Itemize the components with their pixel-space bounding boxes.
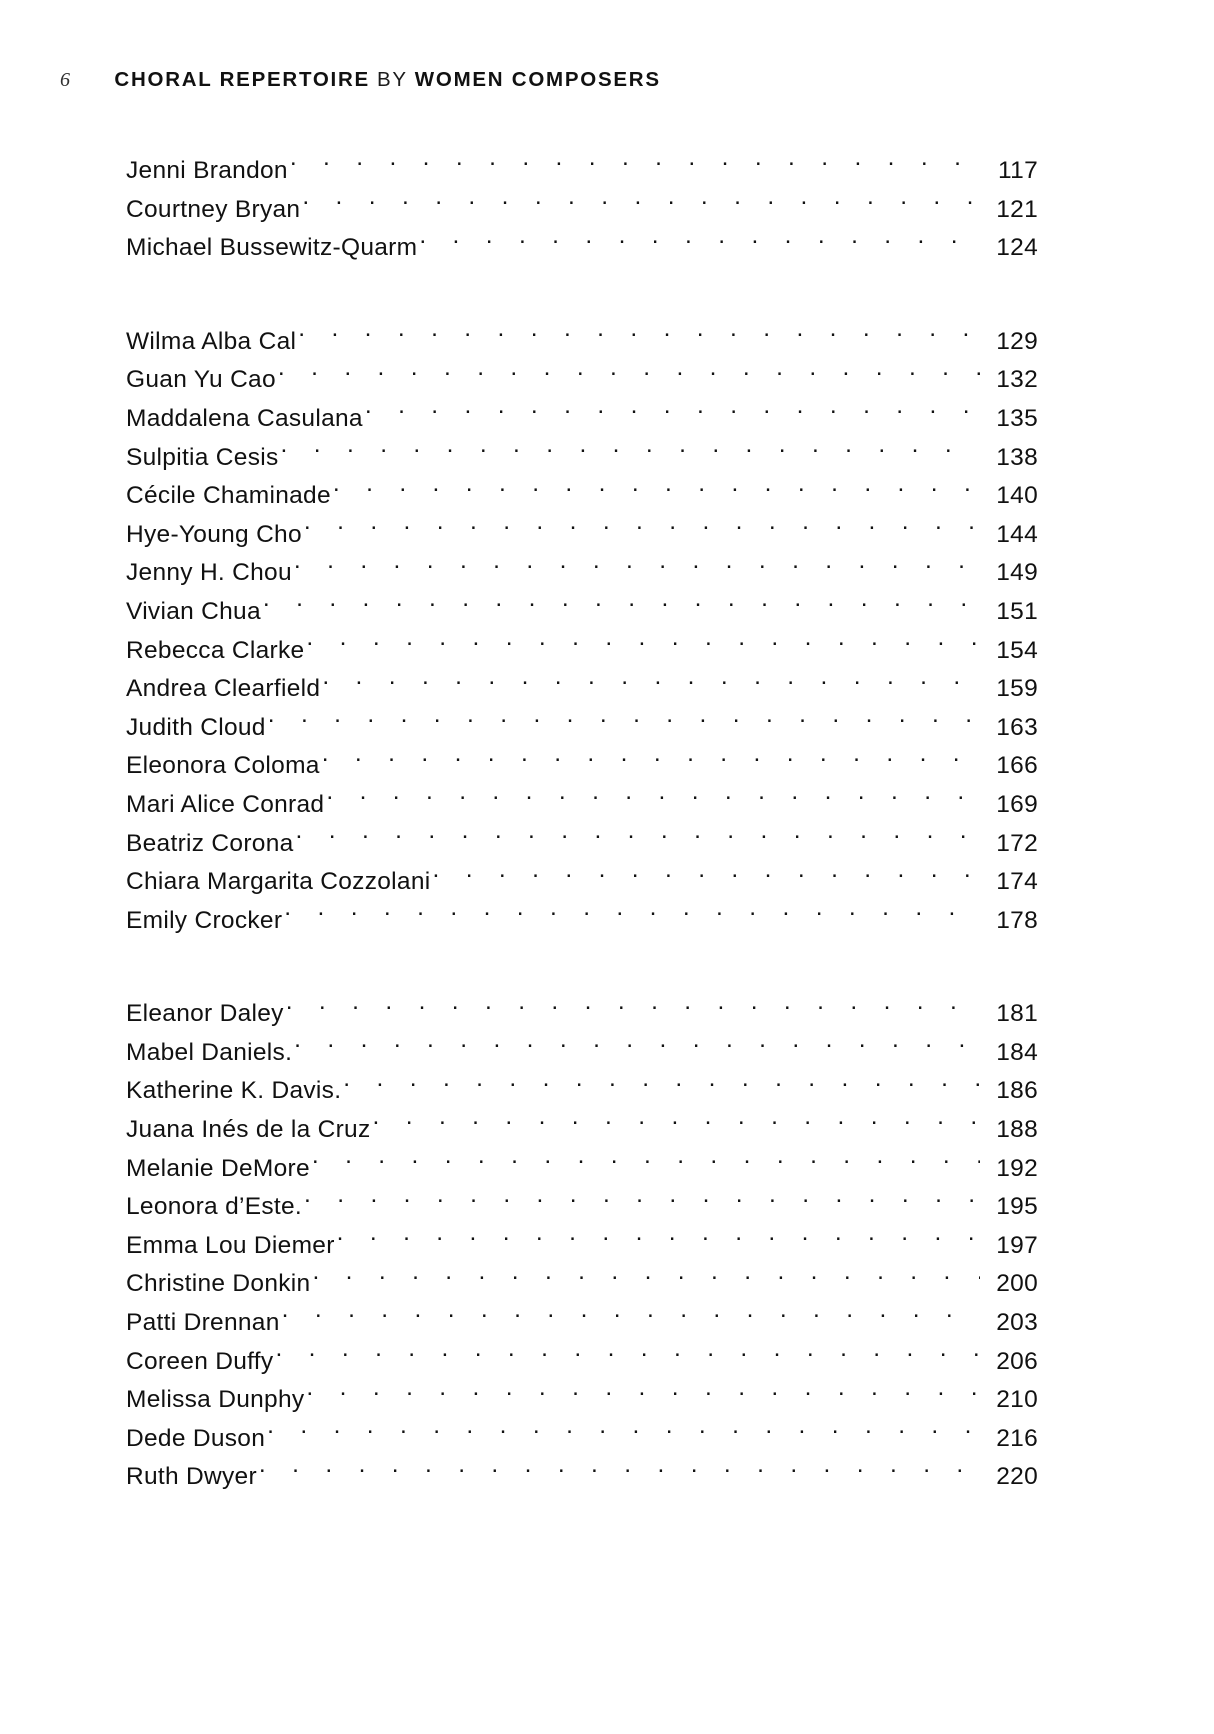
- toc-entry-page-number: 138: [996, 443, 1038, 471]
- toc-dot-leader: [419, 239, 980, 255]
- toc-dot-leader: [263, 603, 980, 619]
- toc-entry[interactable]: [126, 825, 1038, 864]
- toc-dot-leader: [290, 162, 980, 178]
- toc-entry[interactable]: [126, 191, 1038, 230]
- toc-dot-leader: [373, 1121, 980, 1137]
- toc-entry-name: Wilma Alba Cal: [126, 327, 297, 355]
- toc-entry-page-number: 174: [996, 868, 1038, 896]
- toc-dot-leader: [343, 1082, 980, 1098]
- toc-entry[interactable]: [126, 1420, 1038, 1459]
- toc-entry-name: Katherine K. Davis.: [126, 1077, 342, 1105]
- toc-entry-name: Guan Yu Cao: [126, 366, 276, 394]
- toc-entry-page-number: 181: [996, 1000, 1038, 1028]
- toc-entry-page-number: 140: [996, 482, 1038, 510]
- toc-entry-page-number: 135: [996, 404, 1038, 432]
- toc-entry-name: Judith Cloud: [126, 713, 266, 741]
- toc-entry-name: Eleanor Daley: [126, 1000, 284, 1028]
- toc-entry-name: Ruth Dwyer: [126, 1463, 257, 1491]
- toc-entry-name: Dede Duson: [126, 1424, 266, 1452]
- toc-entry-name: Jenni Brandon: [126, 157, 288, 184]
- toc-entry-page-number: 184: [996, 1038, 1038, 1066]
- toc-entry[interactable]: [126, 323, 1038, 362]
- toc-dot-leader: [296, 835, 980, 851]
- toc-entry[interactable]: [126, 400, 1038, 439]
- toc-entry-page-number: 166: [996, 752, 1038, 780]
- toc-entry[interactable]: [126, 229, 1038, 268]
- page-folio-number: 6: [60, 69, 71, 91]
- toc-entry-name: Eleonora Coloma: [126, 752, 320, 780]
- toc-entry-page-number: 129: [996, 327, 1038, 355]
- toc-entry-name: Juana Inés de la Cruz: [126, 1116, 371, 1144]
- book-title-secondary: WOMEN COMPOSERS: [414, 68, 661, 91]
- toc-dot-leader: [294, 564, 980, 580]
- toc-entry[interactable]: [126, 1458, 1038, 1497]
- toc-entry-page-number: 210: [996, 1386, 1038, 1414]
- toc-entry-page-number: 144: [996, 520, 1038, 548]
- toc-entry-name: Mari Alice Conrad: [126, 790, 325, 818]
- book-title-primary: CHORAL REPERTOIRE: [114, 68, 370, 91]
- toc-dot-leader: [365, 410, 980, 426]
- toc-entry-page-number: 220: [996, 1463, 1038, 1491]
- toc-entry[interactable]: [126, 747, 1038, 786]
- toc-entry-page-number: 192: [996, 1154, 1038, 1182]
- toc-dot-leader: [282, 1314, 980, 1330]
- toc-entry[interactable]: [126, 863, 1038, 902]
- toc-entry-name: Mabel Daniels.: [126, 1038, 293, 1066]
- toc-entry[interactable]: [126, 593, 1038, 632]
- toc-dot-leader: [268, 719, 980, 735]
- toc-entry-page-number: 206: [996, 1347, 1038, 1375]
- toc-entry[interactable]: [126, 152, 1038, 191]
- toc-entry-page-number: 159: [996, 675, 1038, 703]
- toc-entry-page-number: 216: [996, 1424, 1038, 1452]
- toc-entry-name: Sulpitia Cesis: [126, 443, 279, 471]
- toc-entry-name: Emily Crocker: [126, 906, 283, 934]
- toc-dot-leader: [306, 1391, 980, 1407]
- toc-entry[interactable]: [126, 516, 1038, 555]
- toc-entry-page-number: 132: [996, 366, 1038, 394]
- toc-entry[interactable]: [126, 1150, 1038, 1189]
- toc-dot-leader: [322, 680, 980, 696]
- toc-dot-leader: [302, 201, 980, 217]
- toc-entry[interactable]: [126, 1072, 1038, 1111]
- toc-entry[interactable]: [126, 1188, 1038, 1227]
- toc-entry-name: Cécile Chaminade: [126, 482, 331, 510]
- toc-entry[interactable]: [126, 1304, 1038, 1343]
- toc-entry-page-number: 169: [996, 790, 1038, 818]
- toc-entry[interactable]: [126, 632, 1038, 671]
- toc-entry-page-number: 154: [996, 636, 1038, 664]
- toc-entry-name: Coreen Duffy: [126, 1347, 274, 1375]
- toc-entry-name: Hye-Young Cho: [126, 520, 302, 548]
- table-of-contents: [126, 152, 1038, 1497]
- toc-entry-name: Melanie DeMore: [126, 1154, 310, 1182]
- toc-entry[interactable]: [126, 709, 1038, 748]
- toc-entry[interactable]: [126, 1343, 1038, 1382]
- toc-dot-leader: [284, 912, 980, 928]
- toc-entry-name: Vivian Chua: [126, 597, 261, 625]
- toc-dot-leader: [312, 1160, 980, 1176]
- toc-dot-leader: [278, 371, 980, 387]
- toc-group: [126, 323, 1038, 941]
- toc-dot-leader: [304, 1198, 980, 1214]
- toc-entry-name: Maddalena Casulana: [126, 404, 363, 432]
- toc-dot-leader: [333, 487, 980, 503]
- toc-dot-leader: [326, 796, 980, 812]
- toc-entry-page-number: 124: [996, 234, 1038, 262]
- toc-dot-leader: [433, 873, 981, 889]
- toc-dot-leader: [298, 333, 980, 349]
- toc-entry-name: Melissa Dunphy: [126, 1386, 305, 1414]
- toc-entry-page-number: 149: [996, 559, 1038, 587]
- toc-entry-name: Beatriz Corona: [126, 829, 294, 857]
- toc-entry[interactable]: [126, 477, 1038, 516]
- toc-dot-leader: [259, 1468, 980, 1484]
- toc-group: [126, 995, 1038, 1497]
- toc-entry[interactable]: [126, 439, 1038, 478]
- toc-dot-leader: [304, 526, 980, 542]
- toc-entry-name: Emma Lou Diemer: [126, 1231, 335, 1259]
- toc-entry-page-number: 188: [996, 1116, 1038, 1144]
- toc-entry-name: Jenny H. Chou: [126, 559, 292, 587]
- toc-entry-page-number: 178: [996, 906, 1038, 934]
- toc-dot-leader: [294, 1044, 980, 1060]
- toc-entry[interactable]: [126, 902, 1038, 941]
- toc-dot-leader: [322, 757, 980, 773]
- toc-dot-leader: [281, 449, 980, 465]
- toc-entry-page-number: 203: [996, 1309, 1038, 1337]
- toc-entry[interactable]: [126, 1034, 1038, 1073]
- toc-entry-page-number: 117: [998, 157, 1038, 184]
- toc-entry-name: Rebecca Clarke: [126, 636, 305, 664]
- toc-dot-leader: [275, 1353, 980, 1369]
- toc-entry[interactable]: [126, 554, 1038, 593]
- toc-entry[interactable]: [126, 1265, 1038, 1304]
- running-head: [60, 68, 661, 92]
- toc-entry-page-number: 195: [996, 1193, 1038, 1221]
- toc-dot-leader: [306, 642, 980, 658]
- toc-entry[interactable]: [126, 1111, 1038, 1150]
- toc-entry-name: Christine Donkin: [126, 1270, 311, 1298]
- toc-dot-leader: [286, 1005, 980, 1021]
- toc-entry-name: Andrea Clearfield: [126, 675, 321, 703]
- toc-entry-page-number: 121: [996, 195, 1038, 223]
- toc-entry[interactable]: [126, 1227, 1038, 1266]
- toc-dot-leader: [267, 1430, 980, 1446]
- toc-entry-name: Leonora d’Este.: [126, 1193, 303, 1221]
- toc-entry-page-number: 186: [996, 1077, 1038, 1105]
- toc-entry[interactable]: [126, 361, 1038, 400]
- book-title-connector: BY: [376, 68, 408, 91]
- toc-entry-page-number: 200: [996, 1270, 1038, 1298]
- toc-entry-page-number: 163: [996, 713, 1038, 741]
- toc-entry-name: Michael Bussewitz-Quarm: [126, 234, 418, 262]
- toc-entry-name: Courtney Bryan: [126, 195, 301, 223]
- toc-dot-leader: [312, 1275, 980, 1291]
- toc-entry[interactable]: [126, 1381, 1038, 1420]
- toc-entry-page-number: 172: [996, 829, 1038, 857]
- toc-entry-page-number: 151: [996, 597, 1038, 625]
- toc-entry-page-number: 197: [996, 1231, 1038, 1259]
- toc-entry[interactable]: [126, 995, 1038, 1034]
- toc-entry[interactable]: [126, 786, 1038, 825]
- toc-entry-name: Chiara Margarita Cozzolani: [126, 868, 431, 896]
- toc-entry-name: Patti Drennan: [126, 1309, 280, 1337]
- toc-dot-leader: [337, 1237, 980, 1253]
- toc-group: [126, 152, 1038, 268]
- toc-entry[interactable]: [126, 670, 1038, 709]
